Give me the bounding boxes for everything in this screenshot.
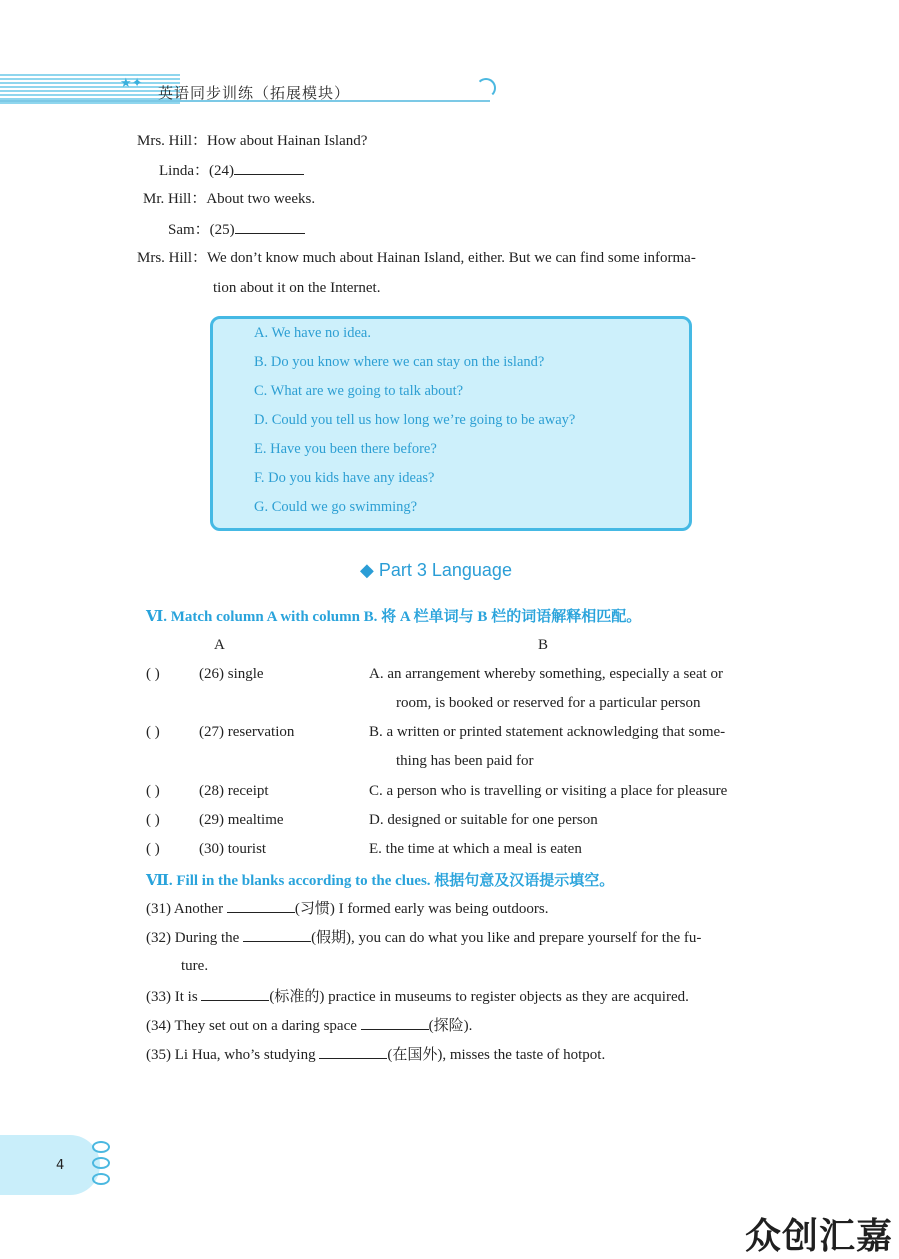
section-6-title: Ⅵ. Match column A with column B. 将 A 栏单词与 B 栏的词语解释相匹配。: [146, 609, 642, 625]
option-a: A. We have no idea.: [254, 325, 371, 341]
column-a-label: A: [214, 637, 225, 653]
curl-icon: [476, 78, 496, 98]
match-definition: A. an arrangement whereby something, especially a seat or: [369, 666, 724, 682]
answer-paren[interactable]: ( ): [146, 666, 160, 682]
fill-blank[interactable]: [243, 927, 311, 942]
fill-item-cont: ture.: [181, 958, 209, 974]
match-word: (30) tourist: [199, 841, 267, 857]
fill-suffix: (在国外), misses the taste of hotpot.: [387, 1047, 606, 1063]
fill-suffix: (标准的) practice in museums to register objects as they are acquired.: [269, 989, 689, 1005]
fill-item: [146, 927, 701, 948]
speaker: Mrs. Hill：: [137, 133, 208, 149]
option-c: C. What are we going to talk about?: [254, 383, 464, 399]
fill-prefix: (35) Li Hua, who’s studying: [146, 1047, 320, 1063]
match-definition-cont: thing has been paid for: [396, 753, 534, 769]
fill-prefix: (33) It is: [146, 989, 202, 1005]
match-definition: E. the time at which a meal is eaten: [369, 841, 582, 857]
match-definition-cont: room, is booked or reserved for a particular person: [396, 695, 701, 711]
part-title: ◆ Part 3 Language: [360, 560, 512, 580]
fill-prefix: (31) Another: [146, 901, 227, 917]
option-d: D. Could you tell us how long we’re going to be away?: [254, 412, 576, 428]
section-7-title: Ⅶ. Fill in the blanks according to the clues. 根据句意及汉语提示填空。: [146, 873, 615, 889]
running-header-title: 英语同步训练（拓展模块）: [158, 84, 351, 102]
dialogue-line: [168, 219, 305, 240]
watermark: 众创汇嘉: [745, 1216, 894, 1257]
option-b: B. Do you know where we can stay on the island?: [254, 354, 545, 370]
fill-blank[interactable]: [319, 1044, 387, 1059]
fill-blank[interactable]: [227, 898, 295, 913]
match-word: (26) single: [199, 666, 264, 682]
option-f: F. Do you kids have any ideas?: [254, 470, 435, 486]
answer-paren[interactable]: ( ): [146, 841, 160, 857]
option-e: E. Have you been there before?: [254, 441, 437, 457]
speaker: Mr. Hill：: [143, 191, 207, 207]
ring-icon: [92, 1141, 110, 1153]
dialogue-continuation: tion about it on the Internet.: [213, 280, 381, 296]
fill-item: [146, 1015, 472, 1036]
dialogue-line: [137, 248, 696, 268]
column-b-label: B: [538, 637, 549, 653]
answer-blank[interactable]: [235, 219, 305, 234]
footer-band: [0, 1135, 100, 1195]
fill-suffix: (习惯) I formed early was being outdoors.: [294, 901, 549, 917]
answer-paren[interactable]: ( ): [146, 724, 160, 740]
fill-suffix: (假期), you can do what you like and prepare yourself for the fu-: [311, 930, 702, 946]
fill-item: [146, 986, 689, 1007]
dialogue-line: [159, 160, 304, 181]
utterance: How about Hainan Island?: [207, 133, 368, 149]
option-g: G. Could we go swimming?: [254, 499, 418, 515]
match-word: (28) receipt: [199, 783, 269, 799]
speaker: Linda：: [159, 163, 209, 179]
ring-icon: [92, 1173, 110, 1185]
utterance: (24): [209, 163, 234, 179]
answer-paren[interactable]: ( ): [146, 812, 160, 828]
speaker: Sam：: [168, 222, 210, 238]
page-number: 4: [56, 1158, 65, 1173]
fill-suffix: (探险).: [428, 1018, 473, 1034]
star-icon: ★✦: [120, 76, 143, 91]
fill-blank[interactable]: [361, 1015, 429, 1030]
utterance: (25): [209, 222, 235, 238]
match-definition: D. designed or suitable for one person: [369, 812, 598, 828]
match-definition: B. a written or printed statement acknowledging that some-: [369, 724, 726, 740]
speaker: Mrs. Hill：: [137, 250, 208, 266]
fill-prefix: (32) During the: [146, 930, 244, 946]
ring-icon: [92, 1157, 110, 1169]
utterance: About two weeks.: [206, 191, 316, 207]
fill-blank[interactable]: [201, 986, 269, 1001]
answer-paren[interactable]: ( ): [146, 783, 160, 799]
fill-prefix: (34) They set out on a daring space: [146, 1018, 361, 1034]
answer-blank[interactable]: [234, 160, 304, 175]
match-word: (27) reservation: [199, 724, 295, 740]
match-word: (29) mealtime: [199, 812, 284, 828]
dialogue-line: [143, 189, 315, 209]
fill-item: [146, 1044, 605, 1065]
match-definition: C. a person who is travelling or visiting a place for pleasure: [369, 783, 728, 799]
dialogue-line: [137, 131, 367, 151]
fill-item: [146, 898, 549, 919]
utterance: We don’t know much about Hainan Island, either. But we can find some informa-: [207, 250, 696, 266]
